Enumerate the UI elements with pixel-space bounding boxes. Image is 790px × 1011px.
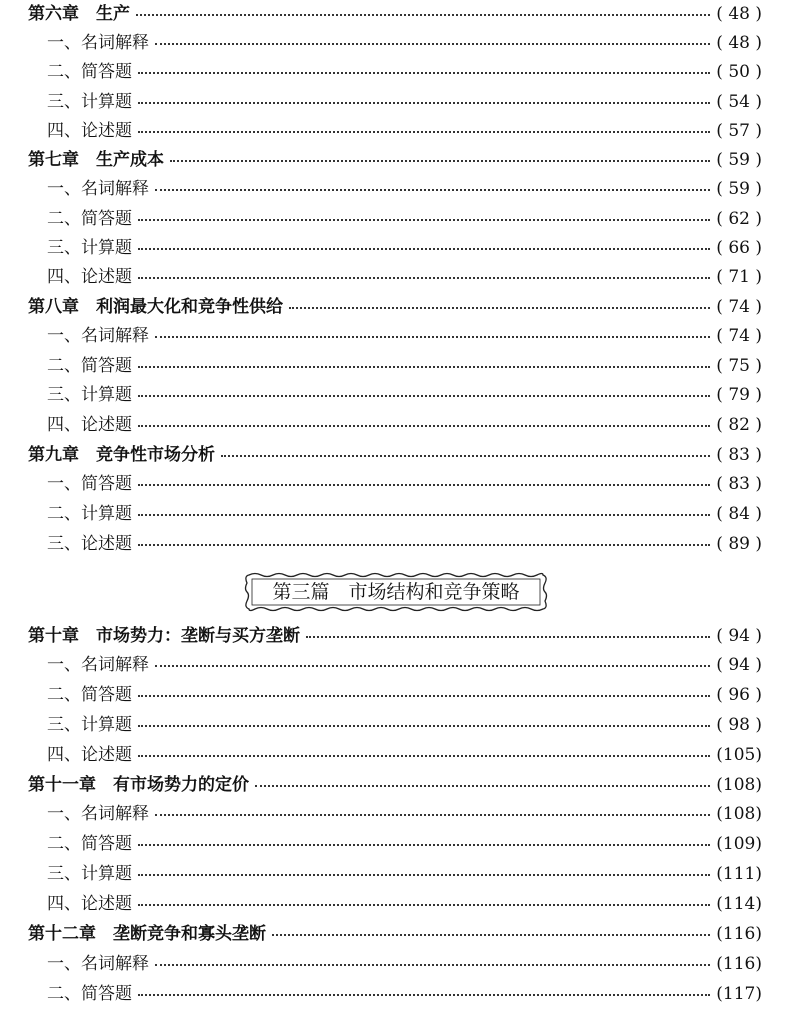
dot-leader [272, 934, 710, 936]
dot-leader [138, 395, 710, 397]
dot-leader [138, 219, 710, 221]
item-title: 四、论述题 [47, 117, 138, 145]
page-number: (109) [710, 830, 762, 858]
dot-leader [136, 14, 710, 16]
chapter-title: 第十二章 垄断竞争和寡头垄断 [28, 920, 272, 948]
page-number: ( 48 ) [710, 0, 762, 28]
toc-chapter-6[interactable] [0, 0, 790, 28]
item-title: 二、简答题 [47, 980, 138, 1008]
item-title: 一、名词解释 [47, 322, 155, 350]
page-number: (108) [710, 800, 762, 828]
toc-item[interactable] [0, 830, 790, 858]
part-title: 第三篇 市场结构和竞争策略 [272, 581, 520, 603]
page-number: ( 74 ) [710, 293, 762, 321]
item-title: 一、名词解释 [47, 175, 155, 203]
dot-leader [155, 665, 710, 667]
toc-item[interactable] [0, 263, 790, 291]
item-title: 四、论述题 [47, 411, 138, 439]
page-number: ( 71 ) [710, 263, 762, 291]
toc-item[interactable] [0, 117, 790, 145]
toc-chapter-8[interactable] [0, 293, 790, 321]
dot-leader [221, 455, 710, 457]
dot-leader [155, 189, 710, 191]
dot-leader [289, 307, 710, 309]
item-title: 一、简答题 [47, 470, 138, 498]
page-number: (111) [710, 860, 762, 888]
page-number: ( 94 ) [710, 651, 762, 679]
dot-leader [138, 725, 710, 727]
item-title: 四、论述题 [47, 741, 138, 769]
toc-item[interactable] [0, 500, 790, 528]
dot-leader [138, 248, 710, 250]
page-number: ( 79 ) [710, 381, 762, 409]
page-number: ( 89 ) [710, 530, 762, 558]
page-number: (108) [710, 771, 762, 799]
part-banner [243, 571, 549, 613]
page-number: ( 75 ) [710, 352, 762, 380]
item-title: 三、论述题 [47, 530, 138, 558]
dot-leader [138, 994, 710, 996]
toc-item[interactable] [0, 29, 790, 57]
item-title: 二、计算题 [47, 500, 138, 528]
page-number: (116) [710, 920, 762, 948]
page-number: ( 74 ) [710, 322, 762, 350]
item-title: 一、名词解释 [47, 29, 155, 57]
page-number: ( 94 ) [710, 622, 762, 650]
page-number: ( 50 ) [710, 58, 762, 86]
dot-leader [155, 814, 710, 816]
page-number: ( 48 ) [710, 29, 762, 57]
dot-leader [306, 636, 710, 638]
page-number: ( 98 ) [710, 711, 762, 739]
toc-item[interactable] [0, 88, 790, 116]
toc-item[interactable] [0, 980, 790, 1008]
page-number: ( 96 ) [710, 681, 762, 709]
item-title: 三、计算题 [47, 234, 138, 262]
dot-leader [155, 964, 710, 966]
item-title: 二、简答题 [47, 830, 138, 858]
toc-chapter-9[interactable] [0, 441, 790, 469]
toc-item[interactable] [0, 741, 790, 769]
toc-item[interactable] [0, 322, 790, 350]
toc-item[interactable] [0, 860, 790, 888]
dot-leader [138, 131, 710, 133]
toc-item[interactable] [0, 530, 790, 558]
toc-item[interactable] [0, 950, 790, 978]
dot-leader [138, 277, 710, 279]
page-number: ( 82 ) [710, 411, 762, 439]
toc-chapter-7[interactable] [0, 146, 790, 174]
dot-leader [138, 425, 710, 427]
item-title: 三、计算题 [47, 711, 138, 739]
dot-leader [138, 484, 710, 486]
page-number: ( 54 ) [710, 88, 762, 116]
chapter-title: 第十一章 有市场势力的定价 [28, 771, 255, 799]
dot-leader [138, 844, 710, 846]
dot-leader [138, 695, 710, 697]
dot-leader [138, 544, 710, 546]
chapter-title: 第六章 生产 [28, 0, 136, 28]
toc-item[interactable] [0, 800, 790, 828]
dot-leader [138, 874, 710, 876]
page-number: ( 62 ) [710, 205, 762, 233]
toc-chapter-10[interactable] [0, 622, 790, 650]
dot-leader [255, 785, 710, 787]
item-title: 三、计算题 [47, 88, 138, 116]
toc-chapter-12[interactable] [0, 920, 790, 948]
item-title: 一、名词解释 [47, 950, 155, 978]
page-number: ( 84 ) [710, 500, 762, 528]
dot-leader [170, 160, 710, 162]
chapter-title: 第七章 生产成本 [28, 146, 170, 174]
dot-leader [138, 102, 710, 104]
toc-item[interactable] [0, 890, 790, 918]
dot-leader [138, 904, 710, 906]
item-title: 四、论述题 [47, 890, 138, 918]
page-number: (116) [710, 950, 762, 978]
toc-item[interactable] [0, 470, 790, 498]
dot-leader [155, 336, 710, 338]
dot-leader [138, 72, 710, 74]
item-title: 四、论述题 [47, 263, 138, 291]
item-title: 一、名词解释 [47, 651, 155, 679]
toc-item[interactable] [0, 175, 790, 203]
page-number: ( 83 ) [710, 470, 762, 498]
dot-leader [138, 366, 710, 368]
page-number: (117) [710, 980, 762, 1008]
page-number: (114) [710, 890, 762, 918]
toc-item[interactable] [0, 411, 790, 439]
toc-item[interactable] [0, 681, 790, 709]
page-number: ( 57 ) [710, 117, 762, 145]
page-number: ( 83 ) [710, 441, 762, 469]
item-title: 三、计算题 [47, 381, 138, 409]
toc-item[interactable] [0, 711, 790, 739]
dot-leader [138, 514, 710, 516]
toc-item[interactable] [0, 381, 790, 409]
item-title: 一、名词解释 [47, 800, 155, 828]
chapter-title: 第九章 竞争性市场分析 [28, 441, 221, 469]
item-title: 二、简答题 [47, 352, 138, 380]
item-title: 三、计算题 [47, 860, 138, 888]
page-number: ( 66 ) [710, 234, 762, 262]
toc-item[interactable] [0, 651, 790, 679]
item-title: 二、简答题 [47, 205, 138, 233]
toc-item[interactable] [0, 205, 790, 233]
dot-leader [155, 43, 710, 45]
page-number: (105) [710, 741, 762, 769]
toc-item[interactable] [0, 58, 790, 86]
toc-item[interactable] [0, 352, 790, 380]
chapter-title: 第十章 市场势力：垄断与买方垄断 [28, 622, 306, 650]
dot-leader [138, 755, 710, 757]
page-number: ( 59 ) [710, 146, 762, 174]
toc-item[interactable] [0, 234, 790, 262]
chapter-title: 第八章 利润最大化和竞争性供给 [28, 293, 289, 321]
toc-chapter-11[interactable] [0, 771, 790, 799]
item-title: 二、简答题 [47, 58, 138, 86]
page-number: ( 59 ) [710, 175, 762, 203]
item-title: 二、简答题 [47, 681, 138, 709]
